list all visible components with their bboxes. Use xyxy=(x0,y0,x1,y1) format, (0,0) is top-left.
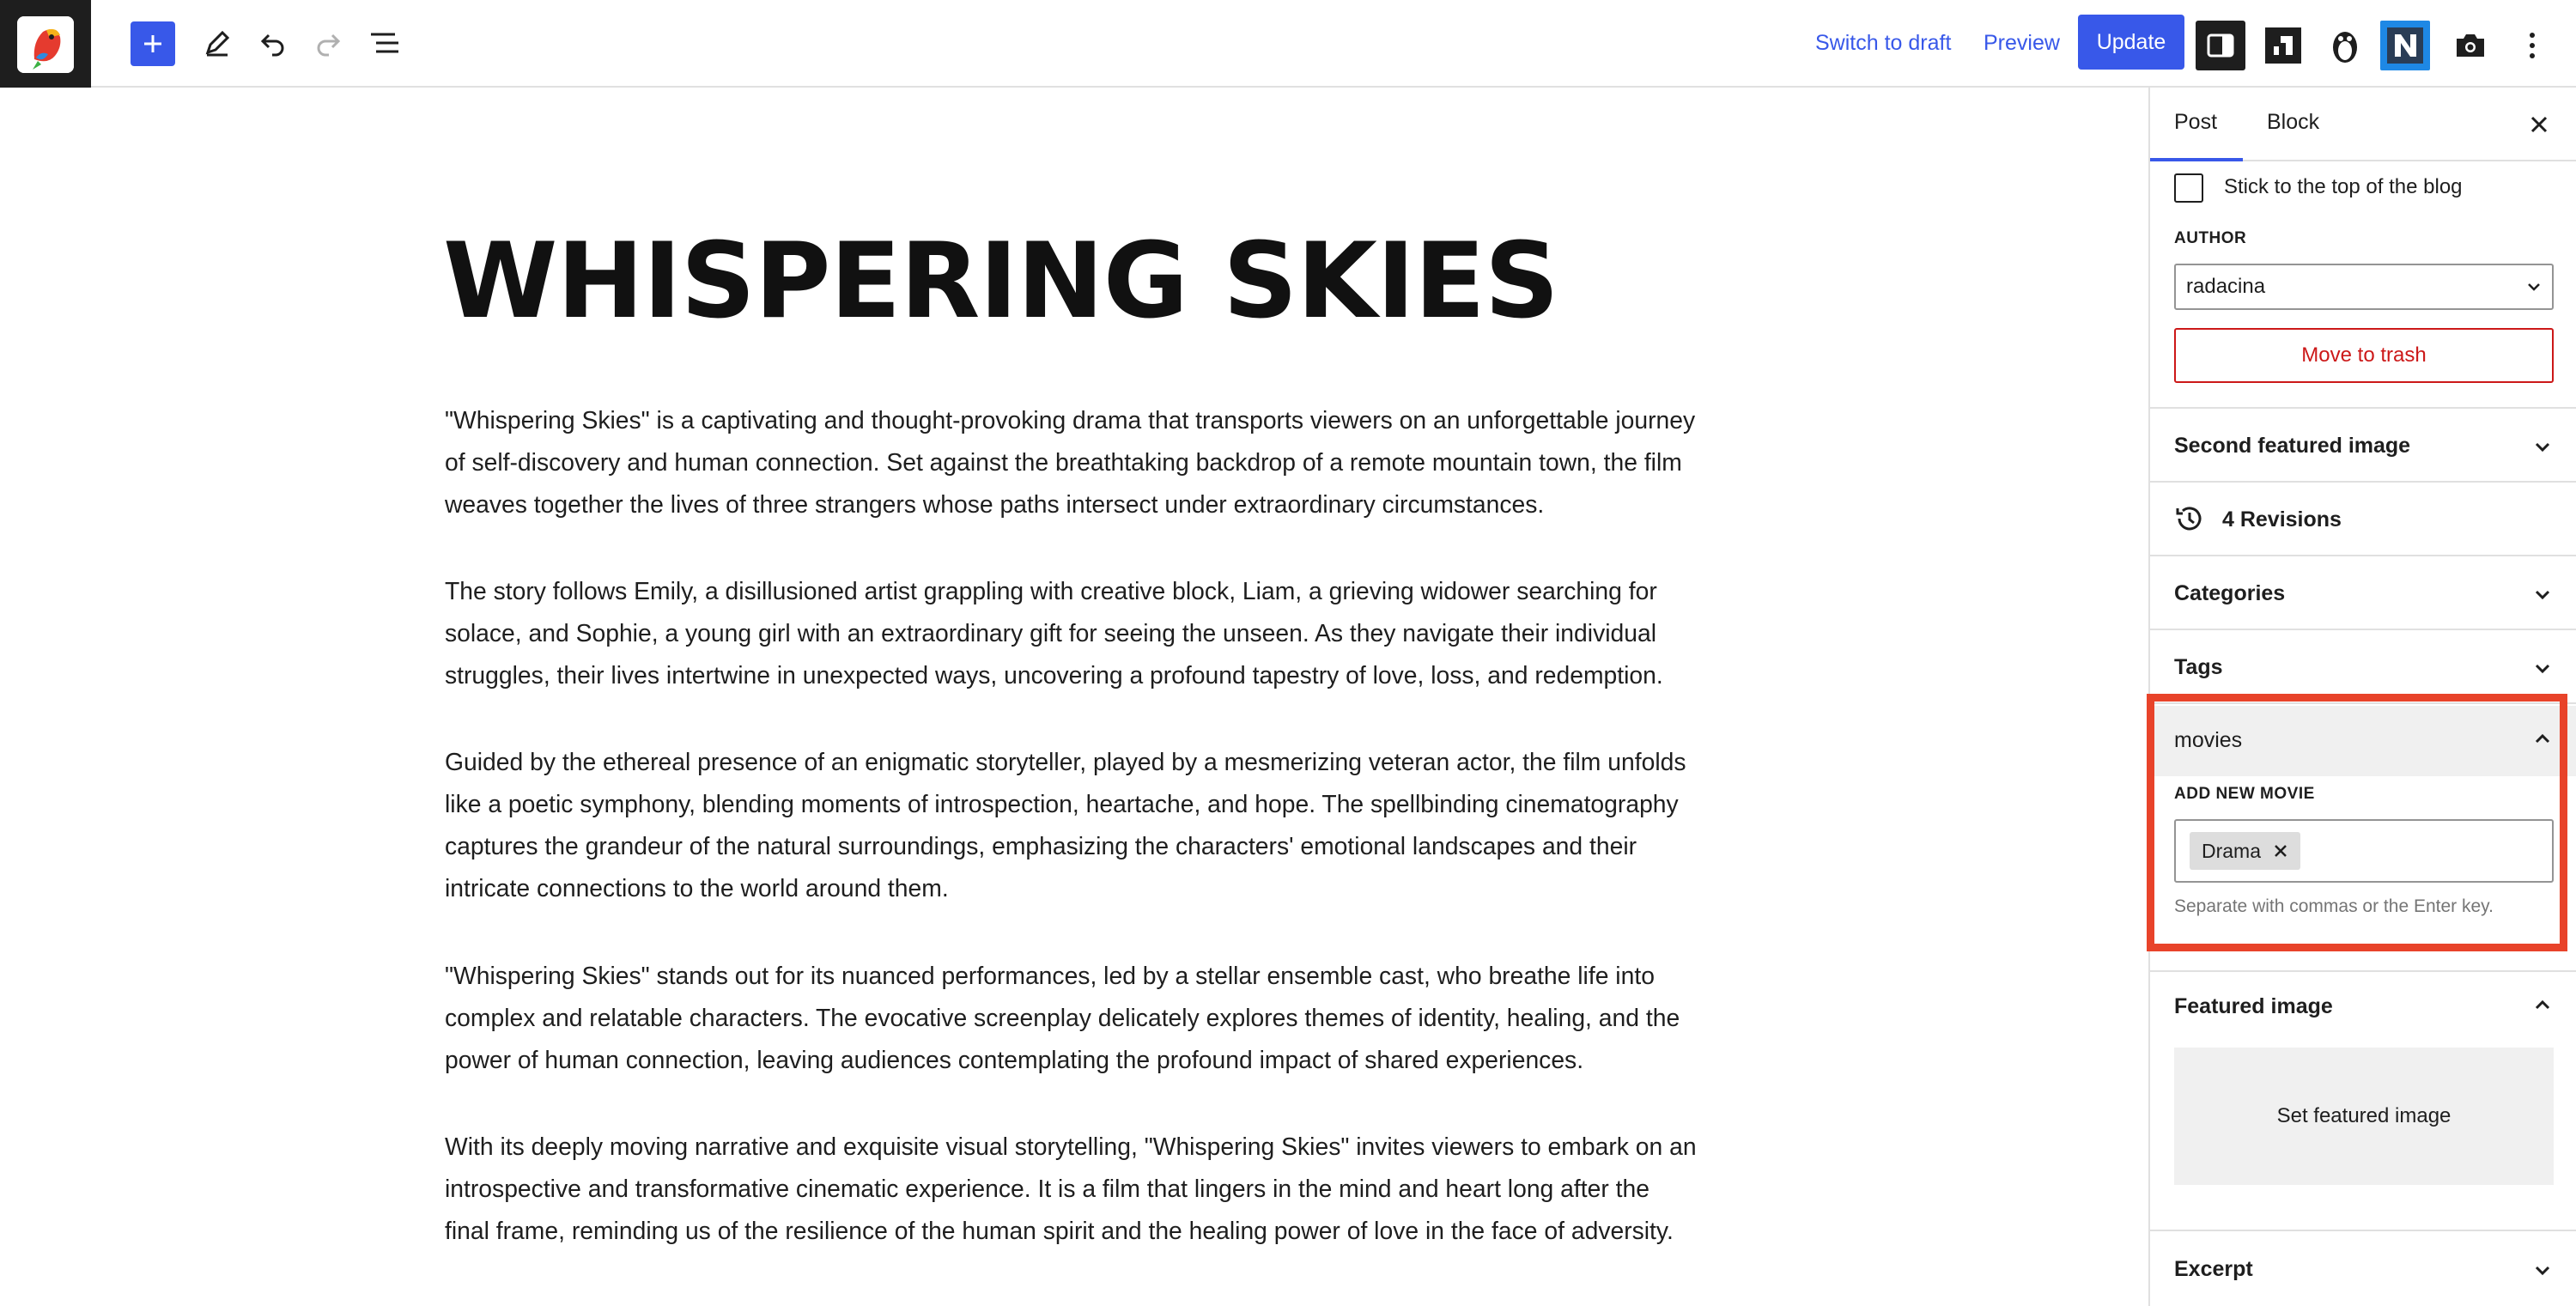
panel-movies[interactable]: movies xyxy=(2174,728,2243,752)
divider xyxy=(2150,407,2576,409)
preview-button[interactable]: Preview xyxy=(1984,31,2060,55)
plugin-a-button[interactable] xyxy=(2258,21,2308,70)
remove-token-icon[interactable] xyxy=(2273,843,2288,859)
undo-button[interactable] xyxy=(252,21,295,64)
pencil-icon xyxy=(203,28,232,58)
token-label: Drama xyxy=(2202,839,2262,862)
chevron-down-icon[interactable] xyxy=(2530,434,2555,459)
chevron-up-icon[interactable] xyxy=(2530,993,2555,1018)
chevron-down-icon xyxy=(2526,279,2542,295)
redo-button[interactable] xyxy=(307,21,349,64)
divider xyxy=(2150,702,2576,704)
editor-header xyxy=(0,0,2576,88)
undo-icon xyxy=(258,28,288,58)
sidebar-icon xyxy=(2206,31,2235,60)
divider xyxy=(2150,1230,2576,1231)
paragraph-block[interactable]: With its deeply moving narrative and exquisite visual storytelling, "Whispering Skies" invites viewers to embark on an introspective and transformative cinematic experience. It is a film that lingers in the mind and heart long after the final frame, reminding us of the resilience of the human spirit and the healing power of love in the face of adversity. xyxy=(445,1133,1697,1244)
active-tab-indicator xyxy=(2150,158,2243,161)
camera-icon xyxy=(2453,31,2488,60)
divider xyxy=(2150,555,2576,556)
more-vertical-icon xyxy=(2528,31,2537,60)
parrot-logo-icon xyxy=(17,16,74,73)
paragraph-block[interactable]: Guided by the ethereal presence of an enigmatic storyteller, played by a mesmerizing veteran actor, the film unfolds like a poetic symphony, blending moments of introspection, heartache, and hope. The spellbinding cinematography captures the grandeur of the natural surroundings, emphasizing the characters' emotional landscapes and their intricate connections to the world around them. xyxy=(445,748,1686,902)
penguin-icon xyxy=(2328,27,2362,64)
settings-sidebar-toggle[interactable] xyxy=(2196,21,2245,70)
paragraph-block[interactable]: "Whispering Skies" is a captivating and thought-provoking drama that transports viewers on an unforgettable journey of self-discovery and human connection. Set against the breathtaking backdrop of a remote mountain town, the film weaves together the lives of three strangers whose paths intersect under extraordinary circumstances. xyxy=(445,406,1696,518)
sticky-checkbox[interactable] xyxy=(2174,173,2203,203)
panel-tags[interactable]: Tags xyxy=(2174,655,2223,679)
chevron-down-icon[interactable] xyxy=(2530,581,2555,607)
camera-button[interactable] xyxy=(2445,21,2495,70)
add-new-movie-label: ADD NEW MOVIE xyxy=(2174,785,2315,803)
plugin-a-icon xyxy=(2263,26,2303,65)
post-title[interactable]: WHISPERING SKIES xyxy=(443,221,1558,342)
sidebar-tabs xyxy=(2150,88,2576,161)
panel-second-featured-image[interactable]: Second featured image xyxy=(2174,434,2411,458)
n-letter-icon xyxy=(2385,26,2425,65)
author-label: AUTHOR xyxy=(2174,229,2247,247)
list-view-icon xyxy=(369,28,400,58)
switch-to-draft-button[interactable]: Switch to draft xyxy=(1815,31,1952,55)
redo-icon xyxy=(313,28,343,58)
update-button[interactable]: Update xyxy=(2078,15,2184,70)
plugin-n-button[interactable] xyxy=(2380,21,2430,70)
settings-sidebar xyxy=(2148,88,2576,1306)
plus-icon xyxy=(142,33,164,55)
token-help-text: Separate with commas or the Enter key. xyxy=(2174,896,2494,916)
panel-excerpt[interactable]: Excerpt xyxy=(2174,1257,2253,1281)
document-overview-button[interactable] xyxy=(363,21,406,64)
divider xyxy=(2150,629,2576,630)
add-block-button[interactable] xyxy=(131,21,175,66)
revisions-history-icon xyxy=(2174,503,2205,538)
sticky-label: Stick to the top of the blog xyxy=(2224,175,2463,198)
panel-featured-image[interactable]: Featured image xyxy=(2174,994,2333,1018)
tools-button[interactable] xyxy=(196,21,239,64)
author-select[interactable] xyxy=(2174,264,2554,310)
panel-categories[interactable]: Categories xyxy=(2174,581,2286,605)
move-to-trash-button[interactable]: Move to trash xyxy=(2174,328,2554,383)
tab-block[interactable]: Block xyxy=(2267,110,2320,134)
movie-token-field[interactable] xyxy=(2174,819,2554,883)
paragraph-block[interactable]: "Whispering Skies" stands out for its nuanced performances, led by a stellar ensemble cast, who breathe life into complex and relatable characters. The evocative screenplay delicately explores themes of identity, healing, and the power of human connection, leaving audiences contemplating the profound impact of shared experiences. xyxy=(445,962,1680,1073)
author-value: radacina xyxy=(2186,275,2266,298)
chevron-down-icon[interactable] xyxy=(2530,1257,2555,1283)
more-options-button[interactable] xyxy=(2507,21,2557,70)
divider xyxy=(2150,970,2576,972)
chevron-up-icon[interactable] xyxy=(2530,726,2555,752)
movie-token xyxy=(2190,832,2300,870)
divider xyxy=(2150,481,2576,483)
chevron-down-icon[interactable] xyxy=(2530,655,2555,681)
paragraph-block[interactable]: The story follows Emily, a disillusioned artist grappling with creative block, Liam, a grieving widower searching for solace, and Sophie, a young girl with an extraordinary gift for seeing the unseen. As they navigate their individual struggles, their lives intertwine in unexpected ways, uncovering a profound tapestry of love, loss, and redemption. xyxy=(445,577,1663,689)
plugin-penguin-button[interactable] xyxy=(2320,21,2370,70)
tab-post[interactable]: Post xyxy=(2174,110,2218,134)
set-featured-image-button[interactable]: Set featured image xyxy=(2174,1048,2554,1185)
site-logo[interactable] xyxy=(0,0,91,89)
revisions-link[interactable]: 4 Revisions xyxy=(2222,507,2342,532)
close-icon xyxy=(2529,114,2549,135)
close-sidebar-button[interactable] xyxy=(2519,105,2559,144)
